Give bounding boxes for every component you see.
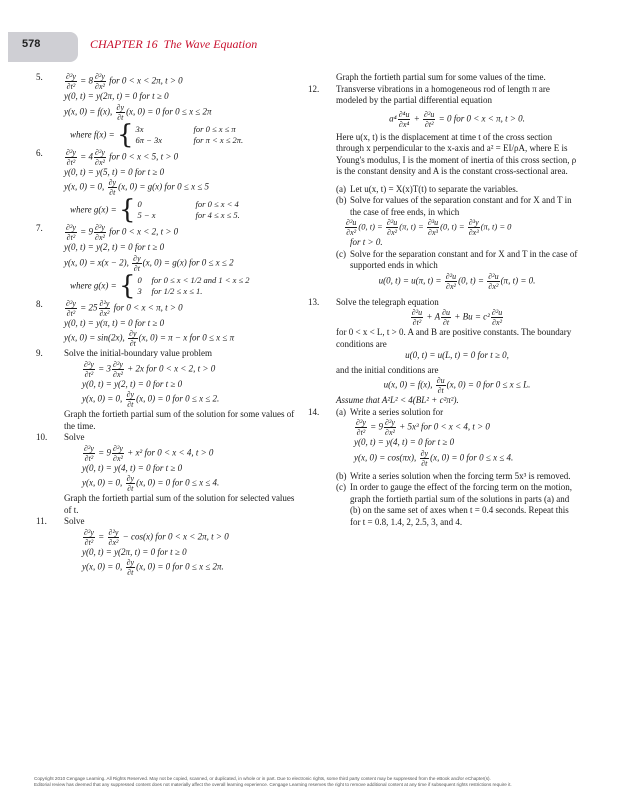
problem-8 [36, 299, 301, 349]
problem-number: 7. [36, 223, 43, 233]
initial-condition: y(x, 0) = 0, $\frac{\partial y}{\partial t}$ (x, 0) = 0 for 0 ≤ x ≤ 4. [82, 474, 220, 493]
pde: $\frac{\text{∂²y}}{\text{∂t²}}$ = 3 $\frac{\text{∂²y}}{\text{∂x²}}$ + 2x for 0 < x < 2, t > 0 [84, 359, 216, 379]
pde: $\frac{\text{∂²y}}{\text{∂t²}}$ = $\frac{\text{∂²y}}{\text{∂x²}}$ − cos(x) for 0 < x < 2π, t > 0 [84, 527, 229, 547]
problem-11 [36, 516, 301, 577]
initial-condition: y(x, 0) = 0, $\frac{\partial y}{\partial t}$ (x, 0) = g(x) for 0 ≤ x ≤ 5 [64, 178, 210, 197]
problem-11-continued: Graph the fortieth partial sum for some values of the time. [336, 72, 546, 82]
problem-number: 11. [36, 516, 47, 526]
initial-condition: y(x, 0) = cos(πx), $\frac{\partial y}{\partial t}$ (x, 0) = 0 for 0 ≤ x ≤ 4. [354, 448, 514, 468]
problem-assumption: Assume that A²L² < 4(BL² + c²π²). [336, 395, 459, 405]
pde: $\frac{\text{∂²y}}{\text{∂t²}}$ = 9 $\frac{\text{∂²y}}{\text{∂x²}}$ + 5x³ for 0 < x < 4, t > 0 [356, 418, 490, 437]
right-column [308, 72, 578, 528]
pde-domain: for 0 < x < 2π, t > 0 [109, 75, 183, 86]
problem-intro: Solve [64, 516, 85, 526]
problem-number: 9. [36, 348, 43, 358]
boundary-condition: y(0, t) = y(4, t) = 0 for t ≥ 0 [354, 437, 455, 447]
part-b-tail: for t > 0. [350, 237, 383, 247]
problem-paragraph: Here u(x, t) is the displacement at time t of the cross section through x perpendicular to the x-axis and a² = EI/ρA, where E is Young's modulus, I is the moment of inertia of this cross section, ρ is the constant density and A is the constant cross-sectional area. [336, 131, 577, 176]
problem-number: 6. [36, 147, 43, 158]
initial-condition: y(x, 0) = sin(2x), $\frac{\partial y}{\partial t}$ (x, 0) = π − x for 0 ≤ x ≤ π [64, 329, 235, 348]
problem-number: 10. [36, 432, 48, 442]
problem-14 [308, 407, 578, 529]
problem-6 [36, 148, 301, 224]
boundary-condition: y(0, t) = y(2, t) = 0 for t ≥ 0 [64, 242, 165, 252]
supported-ends-conditions: u(0, t) = u(π, t) = $\frac{\text{∂²u}}{\text{∂x²}}$ (0, t) = $\frac{\text{∂²u}}{\text{∂x²}}$ (π, t) = 0. [378, 271, 536, 291]
pde: $\frac{\text{∂²y}}{\text{∂t²}}$ = 9 $\frac{\text{∂²y}}{\text{∂x²}}$ + x² for 0 < x < 4, t > 0 [84, 443, 214, 463]
problem-intro: Transverse vibrations in a homogeneous rod of length π are modeled by the partial differential equation [336, 83, 550, 105]
page-number: 578 [22, 38, 41, 50]
problem-number: 8. [36, 298, 43, 309]
initial-condition: y(x, 0) = x(x − 2), $\frac{\partial y}{\partial t}$ (x, 0) = g(x) for 0 ≤ x ≤ 2 [64, 253, 234, 273]
page-tab [8, 32, 78, 62]
rod-equation: a⁴ $\frac{\text{∂⁴u}}{\text{∂x⁴}}$ + $\frac{\text{∂²u}}{\text{∂t²}}$ = 0 for 0 < x < π, t > 0. [389, 109, 525, 129]
part-a: (a) Let u(x, t) = X(x)T(t) to separate the variables. [336, 183, 519, 194]
initial-condition: y(x, 0) = 0, $\frac{\partial y}{\partial t}$ (x, 0) = 0 for 0 ≤ x ≤ 2. [82, 390, 220, 409]
problem-text: Graph the fortieth partial sum of the solution for selected values of t. [64, 493, 295, 515]
part-a: (a) Write a series solution for [336, 406, 444, 417]
initial-condition: y(x, 0) = f(x), $\frac{\partial y}{\partial t}$ (x, 0) = 0 for 0 ≤ x ≤ 2π [64, 102, 212, 122]
part-b: (b) Solve for values of the separation constant and for X and T in the case of free ends, in which [336, 195, 572, 217]
pde: $\frac{\text{∂²y}}{\text{∂t²}}$ = 8 $\frac{\text{∂²y}}{\text{∂x²}}$ for 0 < x < 2π, t > 0 [66, 72, 183, 91]
piecewise-definition: where g(x) = { 0 for 0 ≤ x < 1/2 and 1 < x ≤ 2 3 for 1/2 ≤ x ≤ 1. [70, 270, 250, 301]
boundary-condition: y(0, t) = y(4, t) = 0 for t ≥ 0 [82, 462, 183, 473]
footer-line-1: Copyright 2010 Cengage Learning. All Rights Reserved. May not be copied, scanned, or duplicated, in whole or in part. Due to electronic rights, some third party content may be suppressed from the eBook and/or eChapter(s). [34, 776, 491, 781]
problem-number: 13. [308, 296, 320, 307]
footer-line-2: Editorial review has deemed that any suppressed content does not materially affect the overall learning experience. Cengage Learning reserves the right to remove additional content at any time if subsequent rights restrictions require it. [34, 782, 512, 787]
piecewise-definition: where f(x) = { 3x for 0 ≤ x ≤ π 6π − 3x for π < x ≤ 2π. [70, 119, 244, 150]
piecewise-definition: where g(x) = { 0 for 0 ≤ x < 4 5 − x for 4 ≤ x ≤ 5. [70, 195, 240, 225]
problem-number: 14. [308, 406, 320, 417]
problem-7 [36, 223, 301, 299]
part-c: (c) Solve for the separation constant and for X and T in the case of supported ends in which [336, 248, 578, 270]
boundary-condition: y(0, t) = y(2π, t) = 0 for t ≥ 0 [64, 91, 169, 101]
chapter-label: CHAPTER 16 [90, 37, 158, 51]
problem-intro: Solve the initial-boundary value problem [64, 348, 212, 358]
pde: $\frac{\text{∂²y}}{\text{∂t²}}$ = 25 $\frac{\text{∂²y}}{\text{∂x²}}$ for 0 < x < π, t > 0 [66, 298, 183, 318]
problem-text: Graph the fortieth partial sum of the solution for some values of the time. [64, 409, 295, 431]
boundary-condition: y(0, t) = y(π, t) = 0 for t ≥ 0 [64, 317, 165, 328]
problem-10 [36, 432, 301, 516]
problem-9 [36, 348, 301, 432]
boundary-condition: y(0, t) = y(2, t) = 0 for t ≥ 0 [82, 378, 183, 389]
page-header [0, 0, 622, 70]
left-column [36, 72, 301, 577]
pde: $\frac{\text{∂²y}}{\text{∂t²}}$ = 9 $\frac{\text{∂²y}}{\text{∂x²}}$ for 0 < x < 2, t > 0 [66, 223, 179, 242]
copyright-footer [34, 776, 594, 788]
problem-intro: Solve the telegraph equation [336, 296, 439, 307]
part-c: (c) In order to gauge the effect of the forcing term on the motion, graph the fortieth partial sum of the solutions in parts (a) and (b) on the same set of axes when t = 0.4 seconds. Repeat this for t = 0.8, 1.4, 2, 2.5, 3, and 4. [336, 482, 573, 527]
part-b: (b) Write a series solution when the forcing term 5x³ is removed. [336, 470, 571, 481]
initial-condition: y(x, 0) = 0, $\frac{\partial y}{\partial t}$ (x, 0) = 0 for 0 ≤ x ≤ 2π. [82, 558, 224, 577]
problem-paragraph: for 0 < x < L, t > 0. A and B are positive constants. The boundary conditions are [336, 327, 572, 349]
boundary-condition: u(0, t) = u(L, t) = 0 for t ≥ 0, [405, 350, 509, 360]
problem-12 [308, 84, 578, 291]
free-ends-conditions: $\frac{\text{∂²u}}{\text{∂x²}}$ (0, t) = $\frac{\text{∂²u}}{\text{∂x²}}$ (π, t) = $\frac{\text{∂³u}}{\text{∂x³}}$ (0, t) = $\frac{\text{∂³y}}{\text{∂x³}}$ (π, t) = 0 [346, 218, 512, 237]
problem-intro: Solve [64, 432, 85, 442]
problem-paragraph-2: and the initial conditions are [336, 364, 439, 375]
problem-number: 5. [36, 72, 43, 82]
problem-13 [308, 297, 578, 407]
boundary-condition: y(0, t) = y(2π, t) = 0 for t ≥ 0 [82, 546, 187, 557]
boundary-condition: y(0, t) = y(5, t) = 0 for t ≥ 0 [64, 166, 165, 177]
chapter-name: The Wave Equation [163, 37, 258, 51]
problem-5 [36, 72, 301, 148]
problem-number: 12. [308, 83, 320, 94]
chapter-title [90, 37, 257, 52]
pde: $\frac{\text{∂²y}}{\text{∂t²}}$ = 4 $\frac{\text{∂²y}}{\text{∂x²}}$ for 0 < x < 5, t > 0 [66, 147, 179, 167]
telegraph-equation: $\frac{\text{∂²u}}{\text{∂t²}}$ + A $\frac{\partial u}{\partial t}$ + Bu = c² $\frac{\text{∂²u}}{\text{∂x²}}$ [411, 308, 503, 327]
initial-condition: u(x, 0) = f(x), $\frac{\partial u}{\partial t}$ (x, 0) = 0 for 0 ≤ x ≤ L. [383, 376, 531, 395]
